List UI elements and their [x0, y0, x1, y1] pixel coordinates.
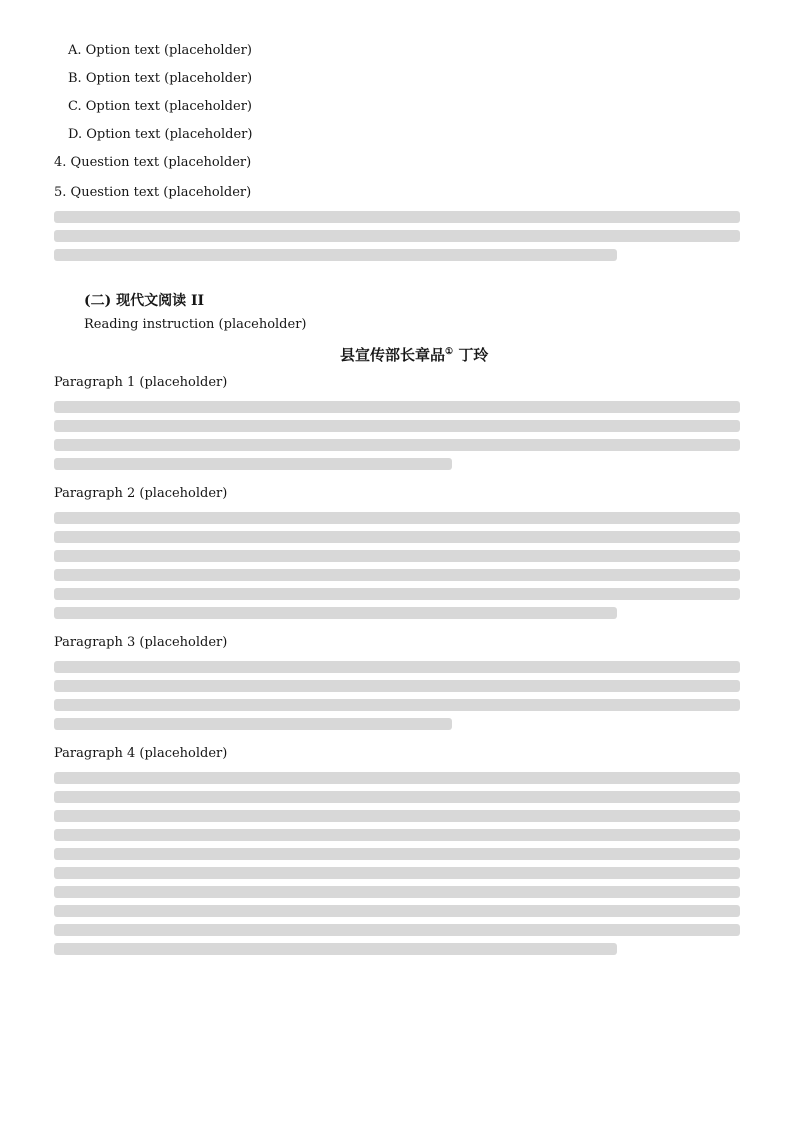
paragraph-line [54, 829, 740, 841]
option-c: C. Option text (placeholder) [68, 99, 252, 114]
paragraph-line [54, 439, 740, 451]
paragraph-line [54, 718, 452, 730]
paragraph-line [54, 791, 740, 803]
paragraph-line [54, 607, 617, 619]
paragraph-line [54, 772, 740, 784]
option-b: B. Option text (placeholder) [68, 71, 253, 86]
source-note-mark: ① [445, 347, 454, 357]
option-d: D. Option text (placeholder) [68, 127, 253, 142]
question-5-label: 5. Question text (placeholder) [54, 185, 252, 200]
paragraph-line [54, 512, 740, 524]
paragraph-line [54, 867, 740, 879]
article-body [54, 370, 740, 962]
paragraph-line [54, 661, 740, 673]
paragraph-line [54, 924, 740, 936]
paragraph-label: Paragraph 2 (placeholder) [54, 486, 228, 501]
paragraph-line [54, 905, 740, 917]
question-5-line [54, 230, 740, 242]
article-heading [340, 344, 488, 365]
paragraph-label: Paragraph 3 (placeholder) [54, 635, 228, 650]
paragraph-line [54, 588, 740, 600]
question-4: 4. Question text (placeholder) [54, 155, 252, 170]
question-5 [54, 180, 740, 268]
question-5-line [54, 211, 740, 223]
paragraph-line [54, 550, 740, 562]
paragraph-line [54, 680, 740, 692]
reading-instruction: Reading instruction (placeholder) [84, 317, 307, 332]
paragraph-line [54, 401, 740, 413]
paragraph-label: Paragraph 4 (placeholder) [54, 746, 228, 761]
paragraph-label: Paragraph 1 (placeholder) [54, 375, 228, 390]
question-5-line [54, 249, 617, 261]
paragraph-line [54, 886, 740, 898]
paragraph-line [54, 943, 617, 955]
paragraph-line [54, 420, 740, 432]
section-title: (二) 现代文阅读 II [84, 293, 205, 309]
option-a: A. Option text (placeholder) [68, 43, 252, 58]
paragraph-line [54, 458, 452, 470]
paragraph-line [54, 810, 740, 822]
paragraph-line [54, 531, 740, 543]
paragraph-line [54, 848, 740, 860]
paragraph-line [54, 569, 740, 581]
article-title: 县宣传部长章品 [340, 346, 446, 364]
paragraph-line [54, 699, 740, 711]
article-author: 丁玲 [458, 346, 489, 364]
